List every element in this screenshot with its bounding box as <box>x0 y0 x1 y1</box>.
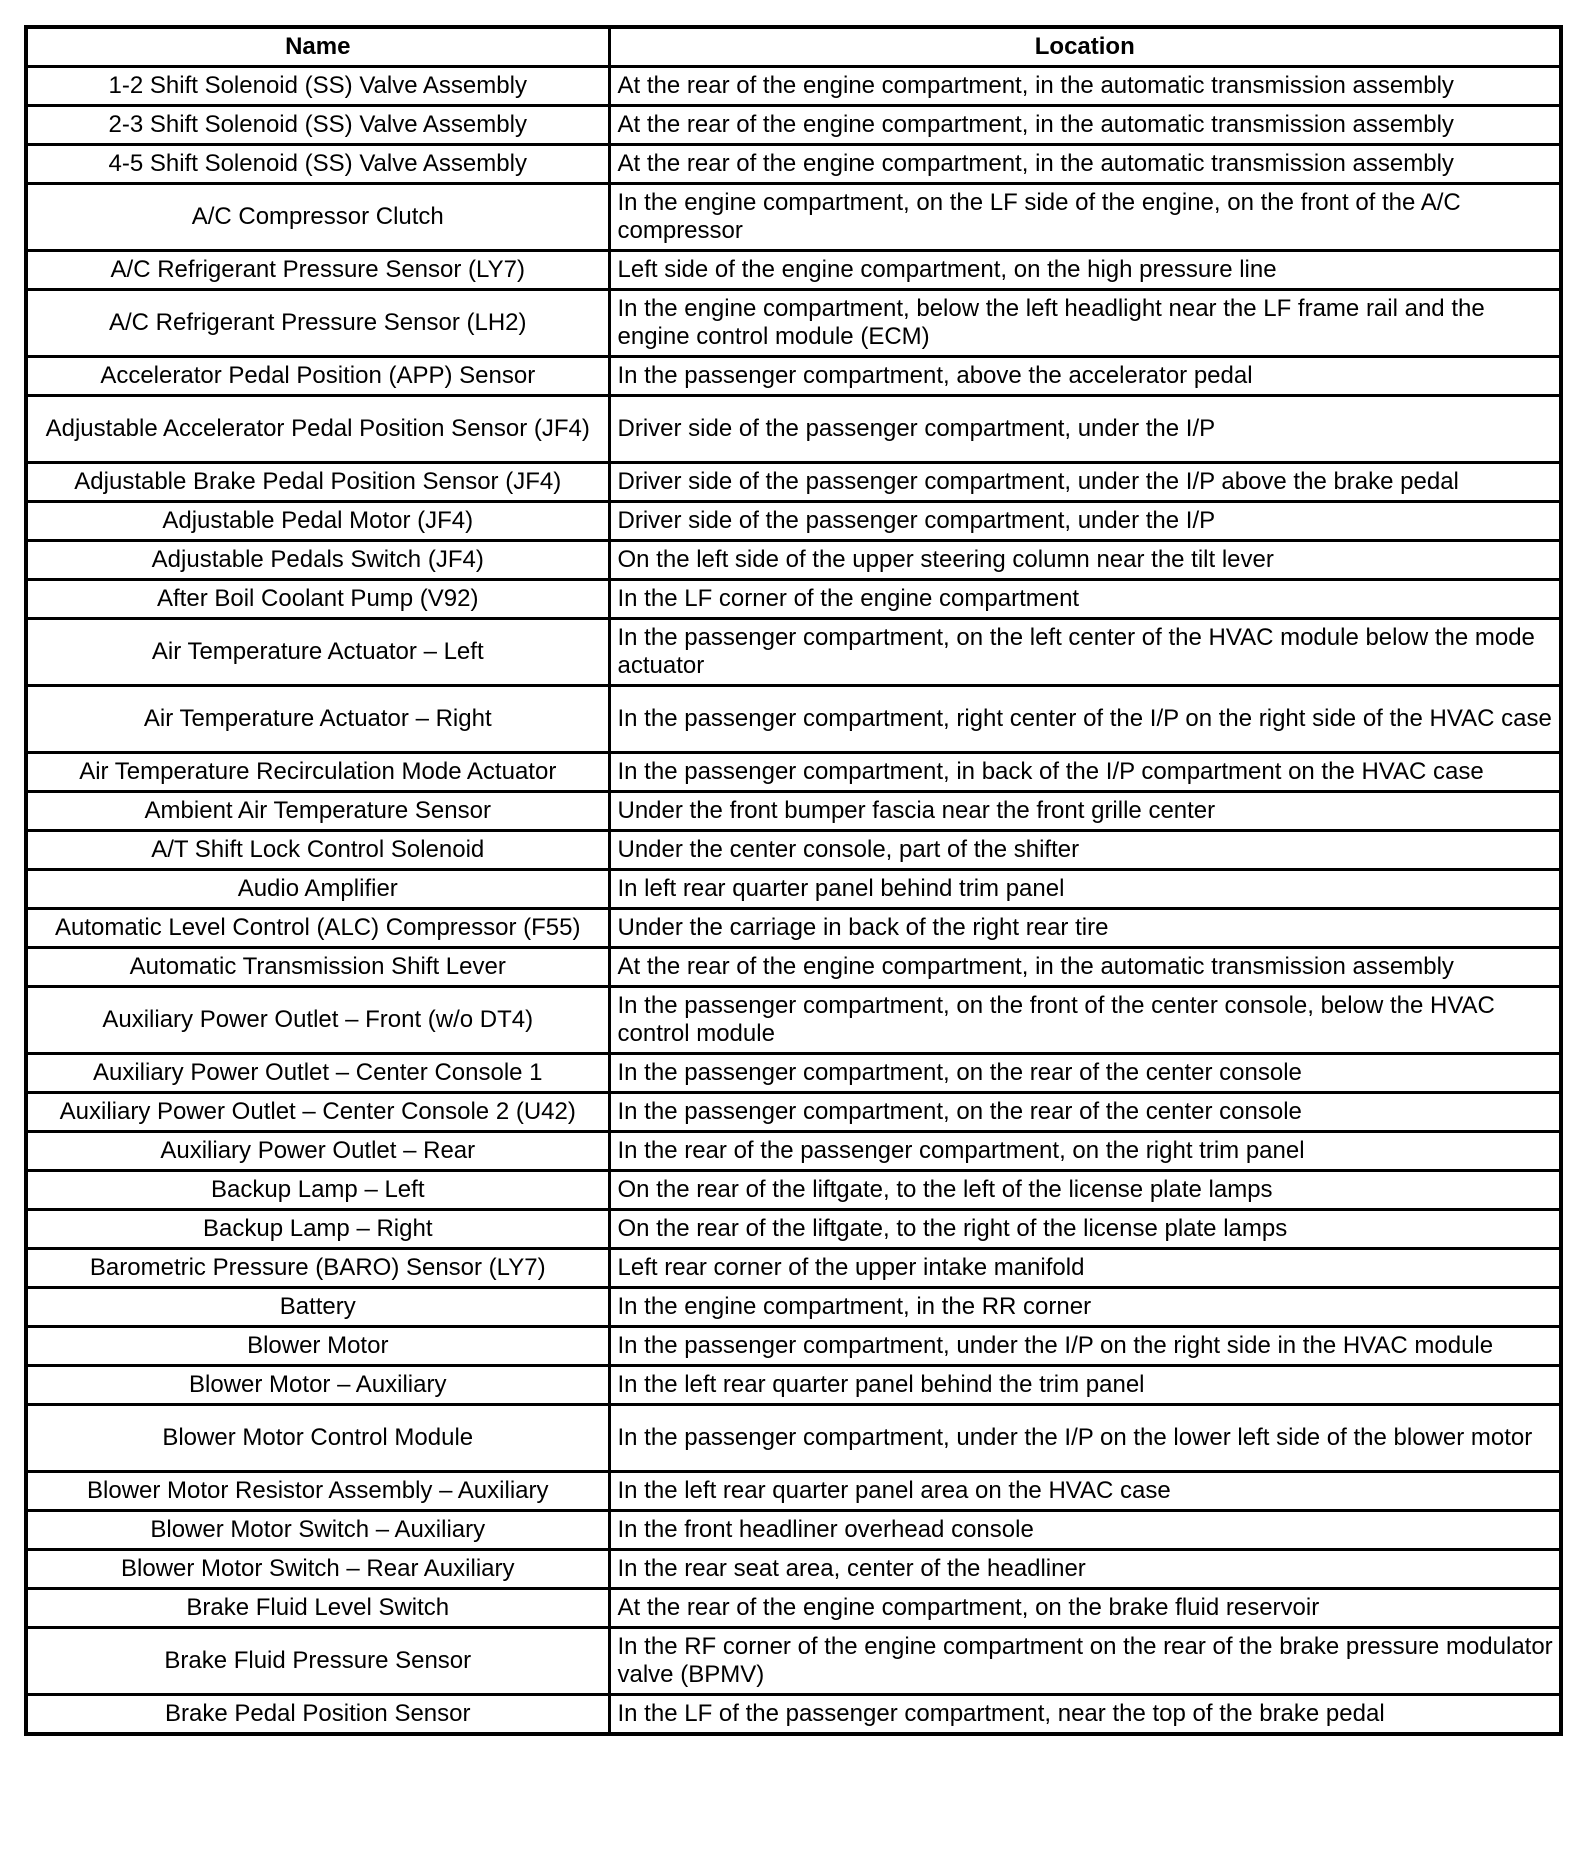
table-row <box>26 1171 1561 1210</box>
component-name-cell: After Boil Coolant Pump (V92) <box>26 580 609 619</box>
component-name-cell: Automatic Transmission Shift Lever <box>26 948 609 987</box>
component-location-cell: Under the front bumper fascia near the front grille center <box>609 792 1561 831</box>
component-location-cell: In the passenger compartment, on the left center of the HVAC module below the mode actuator <box>609 619 1561 686</box>
table-row <box>26 1695 1561 1735</box>
table-row <box>26 1327 1561 1366</box>
table-row <box>26 1366 1561 1405</box>
table-row <box>26 541 1561 580</box>
component-name-cell: Brake Fluid Level Switch <box>26 1589 609 1628</box>
component-name-cell: Backup Lamp – Right <box>26 1210 609 1249</box>
component-name-cell: Blower Motor Switch – Rear Auxiliary <box>26 1550 609 1589</box>
component-location-cell: At the rear of the engine compartment, in the automatic transmission assembly <box>609 67 1561 106</box>
table-row <box>26 1405 1561 1472</box>
table-row <box>26 686 1561 753</box>
component-name-cell: A/T Shift Lock Control Solenoid <box>26 831 609 870</box>
table-row <box>26 145 1561 184</box>
component-location-cell: Left rear corner of the upper intake manifold <box>609 1249 1561 1288</box>
component-name-cell: Blower Motor Control Module <box>26 1405 609 1472</box>
table-row <box>26 792 1561 831</box>
table-row <box>26 753 1561 792</box>
component-name-cell: Barometric Pressure (BARO) Sensor (LY7) <box>26 1249 609 1288</box>
table-row <box>26 502 1561 541</box>
component-name-cell: Battery <box>26 1288 609 1327</box>
component-name-cell: Air Temperature Actuator – Right <box>26 686 609 753</box>
component-name-cell: Auxiliary Power Outlet – Center Console 1 <box>26 1054 609 1093</box>
component-location-cell: In the front headliner overhead console <box>609 1511 1561 1550</box>
component-location-cell: In the left rear quarter panel behind the trim panel <box>609 1366 1561 1405</box>
table-row <box>26 580 1561 619</box>
table-row <box>26 1132 1561 1171</box>
component-name-cell: Audio Amplifier <box>26 870 609 909</box>
component-location-cell: In the engine compartment, below the left headlight near the LF frame rail and the engine control module (ECM) <box>609 290 1561 357</box>
table-row <box>26 184 1561 251</box>
component-name-cell: Backup Lamp – Left <box>26 1171 609 1210</box>
component-name-cell: Adjustable Accelerator Pedal Position Sensor (JF4) <box>26 396 609 463</box>
component-location-cell: Under the center console, part of the shifter <box>609 831 1561 870</box>
component-location-cell: In the LF of the passenger compartment, near the top of the brake pedal <box>609 1695 1561 1735</box>
table-row <box>26 251 1561 290</box>
component-location-cell: In the passenger compartment, under the I/P on the lower left side of the blower motor <box>609 1405 1561 1472</box>
component-location-cell: In the engine compartment, on the LF side of the engine, on the front of the A/C compressor <box>609 184 1561 251</box>
component-location-cell: In left rear quarter panel behind trim panel <box>609 870 1561 909</box>
component-name-cell: Adjustable Pedal Motor (JF4) <box>26 502 609 541</box>
column-header-location: Location <box>609 27 1561 67</box>
table-row <box>26 909 1561 948</box>
component-name-cell: Automatic Level Control (ALC) Compressor (F55) <box>26 909 609 948</box>
component-locator-table <box>24 25 1563 1736</box>
component-name-cell: Blower Motor – Auxiliary <box>26 1366 609 1405</box>
table-row <box>26 67 1561 106</box>
component-name-cell: Auxiliary Power Outlet – Rear <box>26 1132 609 1171</box>
table-row <box>26 948 1561 987</box>
component-name-cell: Brake Pedal Position Sensor <box>26 1695 609 1735</box>
component-name-cell: A/C Refrigerant Pressure Sensor (LY7) <box>26 251 609 290</box>
component-location-cell: In the passenger compartment, right center of the I/P on the right side of the HVAC case <box>609 686 1561 753</box>
component-location-cell: At the rear of the engine compartment, on the brake fluid reservoir <box>609 1589 1561 1628</box>
table-row <box>26 1288 1561 1327</box>
table-row <box>26 1472 1561 1511</box>
component-location-cell: Left side of the engine compartment, on the high pressure line <box>609 251 1561 290</box>
table-row <box>26 1589 1561 1628</box>
table-row <box>26 1210 1561 1249</box>
component-name-cell: 2-3 Shift Solenoid (SS) Valve Assembly <box>26 106 609 145</box>
table-row <box>26 1054 1561 1093</box>
component-location-cell: In the passenger compartment, above the accelerator pedal <box>609 357 1561 396</box>
component-name-cell: Auxiliary Power Outlet – Front (w/o DT4) <box>26 987 609 1054</box>
component-location-cell: On the left side of the upper steering column near the tilt lever <box>609 541 1561 580</box>
table-row <box>26 357 1561 396</box>
component-location-cell: At the rear of the engine compartment, in the automatic transmission assembly <box>609 145 1561 184</box>
component-location-cell: Under the carriage in back of the right rear tire <box>609 909 1561 948</box>
component-location-cell: Driver side of the passenger compartment, under the I/P above the brake pedal <box>609 463 1561 502</box>
table-row <box>26 1093 1561 1132</box>
component-location-cell: On the rear of the liftgate, to the left of the license plate lamps <box>609 1171 1561 1210</box>
column-header-name: Name <box>26 27 609 67</box>
component-name-cell: Brake Fluid Pressure Sensor <box>26 1628 609 1695</box>
table-row <box>26 1511 1561 1550</box>
component-location-cell: In the LF corner of the engine compartment <box>609 580 1561 619</box>
component-name-cell: Adjustable Pedals Switch (JF4) <box>26 541 609 580</box>
component-location-cell: In the passenger compartment, on the front of the center console, below the HVAC control module <box>609 987 1561 1054</box>
component-location-cell: On the rear of the liftgate, to the right of the license plate lamps <box>609 1210 1561 1249</box>
table-row <box>26 870 1561 909</box>
component-locator-table-wrapper <box>24 25 1559 1736</box>
component-name-cell: 1-2 Shift Solenoid (SS) Valve Assembly <box>26 67 609 106</box>
component-location-cell: In the rear of the passenger compartment, on the right trim panel <box>609 1132 1561 1171</box>
component-location-cell: In the passenger compartment, in back of the I/P compartment on the HVAC case <box>609 753 1561 792</box>
component-name-cell: A/C Refrigerant Pressure Sensor (LH2) <box>26 290 609 357</box>
component-name-cell: Ambient Air Temperature Sensor <box>26 792 609 831</box>
component-name-cell: A/C Compressor Clutch <box>26 184 609 251</box>
component-name-cell: Blower Motor Switch – Auxiliary <box>26 1511 609 1550</box>
component-location-cell: At the rear of the engine compartment, in the automatic transmission assembly <box>609 948 1561 987</box>
table-row <box>26 290 1561 357</box>
component-name-cell: Adjustable Brake Pedal Position Sensor (JF4) <box>26 463 609 502</box>
component-name-cell: Accelerator Pedal Position (APP) Sensor <box>26 357 609 396</box>
component-name-cell: 4-5 Shift Solenoid (SS) Valve Assembly <box>26 145 609 184</box>
component-location-cell: In the passenger compartment, under the I/P on the right side in the HVAC module <box>609 1327 1561 1366</box>
table-row <box>26 1628 1561 1695</box>
component-location-cell: In the engine compartment, in the RR corner <box>609 1288 1561 1327</box>
table-row <box>26 1550 1561 1589</box>
table-row <box>26 396 1561 463</box>
component-name-cell: Air Temperature Actuator – Left <box>26 619 609 686</box>
component-location-cell: In the passenger compartment, on the rear of the center console <box>609 1093 1561 1132</box>
component-name-cell: Blower Motor <box>26 1327 609 1366</box>
table-row <box>26 619 1561 686</box>
table-header-row <box>26 27 1561 67</box>
component-location-cell: In the left rear quarter panel area on the HVAC case <box>609 1472 1561 1511</box>
table-row <box>26 1249 1561 1288</box>
table-row <box>26 987 1561 1054</box>
component-location-cell: Driver side of the passenger compartment, under the I/P <box>609 502 1561 541</box>
component-location-cell: At the rear of the engine compartment, in the automatic transmission assembly <box>609 106 1561 145</box>
component-name-cell: Auxiliary Power Outlet – Center Console 2 (U42) <box>26 1093 609 1132</box>
component-location-cell: In the rear seat area, center of the headliner <box>609 1550 1561 1589</box>
table-row <box>26 106 1561 145</box>
component-name-cell: Blower Motor Resistor Assembly – Auxiliary <box>26 1472 609 1511</box>
table-row <box>26 831 1561 870</box>
component-name-cell: Air Temperature Recirculation Mode Actuator <box>26 753 609 792</box>
component-location-cell: Driver side of the passenger compartment, under the I/P <box>609 396 1561 463</box>
component-location-cell: In the RF corner of the engine compartment on the rear of the brake pressure modulator valve (BPMV) <box>609 1628 1561 1695</box>
component-location-cell: In the passenger compartment, on the rear of the center console <box>609 1054 1561 1093</box>
table-row <box>26 463 1561 502</box>
